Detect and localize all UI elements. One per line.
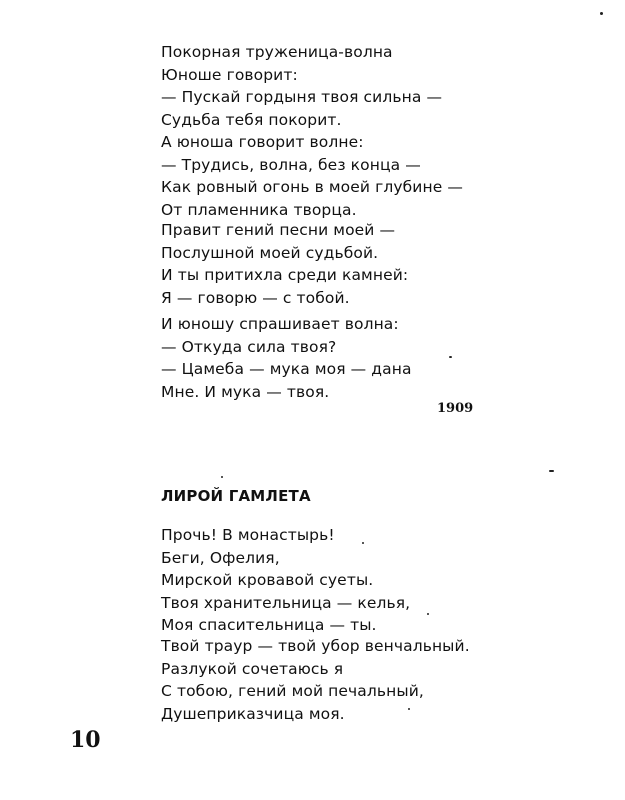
- poem-line: — Цамеба — мука моя — дана: [161, 360, 412, 379]
- poem-line: Мне. И мука — твоя.: [161, 382, 330, 401]
- poem-line: — Откуда сила твоя?: [161, 337, 337, 356]
- scan-speck: [600, 12, 603, 15]
- scan-speck: [408, 708, 410, 710]
- poem-line: И юношу спрашивает волна:: [161, 315, 399, 333]
- poem-line: А юноша говорит волне:: [161, 133, 364, 151]
- poem-line: Мирской кровавой суеты.: [161, 571, 374, 590]
- scan-speck: [549, 470, 554, 472]
- poem-line: Моя спасительница — ты.: [161, 616, 377, 635]
- poem-line: Душеприказчица моя.: [161, 704, 345, 723]
- poem-line: Твой траур — твой убор венчальный.: [161, 637, 470, 655]
- poem1-stanza-1: [161, 41, 442, 131]
- poem-line: И ты притихла среди камней:: [161, 266, 409, 285]
- poem1-stanza-4: [161, 313, 412, 403]
- poem-title: ЛИРОЙ ГАМЛЕТА: [161, 487, 311, 505]
- poem-line: Послушной моей судьбой.: [161, 243, 379, 262]
- poem2-stanza-1: [161, 524, 410, 637]
- poem-line: Судьба тебя покорит.: [161, 110, 342, 129]
- scan-speck: [362, 542, 364, 544]
- poem-line: — Трудись, волна, без конца —: [161, 155, 421, 174]
- poem-line: Беги, Офелия,: [161, 548, 280, 567]
- page-number: 10: [70, 727, 101, 753]
- poem-line: Прочь! В монастырь!: [161, 526, 335, 544]
- scan-speck: [427, 613, 429, 615]
- poem-line: Разлукой сочетаюсь я: [161, 659, 344, 678]
- poem-line: Юноше говорит:: [161, 65, 298, 84]
- poem-line: Как ровный огонь в моей глубине —: [161, 178, 463, 197]
- poem1-stanza-2: [161, 131, 463, 221]
- poem-line: Я — говорю — с тобой.: [161, 288, 350, 307]
- poem-line: С тобою, гений мой печальный,: [161, 682, 424, 701]
- poem-line: От пламенника творца.: [161, 200, 357, 219]
- poem-year: 1909: [437, 401, 474, 416]
- scan-speck: [221, 476, 223, 478]
- poem-line: Правит гений песни моей —: [161, 221, 396, 239]
- poem-line: Твоя хранительница — келья,: [161, 593, 411, 612]
- scan-speck: [449, 356, 452, 358]
- poem1-stanza-3: [161, 219, 408, 309]
- poem2-stanza-2: [161, 635, 470, 725]
- poem-line: — Пускай гордыня твоя сильна —: [161, 88, 443, 107]
- poem-line: Покорная труженица-волна: [161, 43, 393, 61]
